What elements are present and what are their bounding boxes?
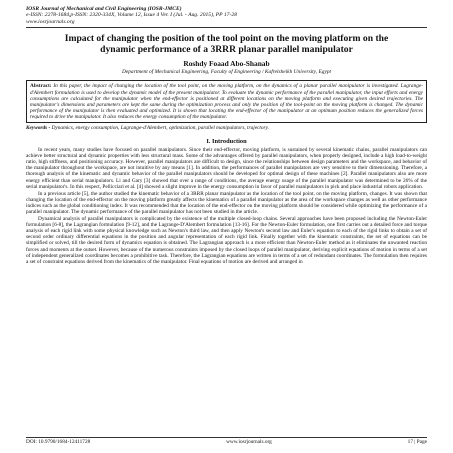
keywords — [26, 125, 427, 131]
journal-website: www.iosrjournals.org — [26, 18, 75, 25]
footer-website: www.iosrjournals.org — [226, 439, 272, 445]
keywords-label: Keywords - — [26, 124, 51, 131]
footer-page-number: 17 | Page — [407, 439, 427, 445]
abstract-box — [26, 80, 427, 123]
footer-doi: DOI: 10.9790/1684-12411728 — [26, 439, 91, 445]
abstract-text: In this paper, the impact of changing the location of the tool point, on the moving platform, on the dynamics of a planar parallel manipulator is investigated. Lagrange-d'Alembert formulation is used to develop the dynamic model of the present manipulator. To evaluate the dynamic performance of the parallel manipulator, the input efforts and energy consumptions are calculated for the manipulator when the end-effector is positioned at different locations on the moving platform and executing given desired trajectories. The manipulator's dimensions and parameters are kept the same during the optimization process and only the position of the tool-point on the moving platform is changed. The dynamic performance of the manipulator is then evaluated and optimized. It is shown that locating the end-effector of the manipulator at an optimum position reduces the generalized forces required to drive the manipulator. It also reduces the energy consumption of the manipulator. — [30, 83, 423, 120]
journal-header — [26, 6, 427, 25]
issn-line: e-ISSN: 2278-1684,p-ISSN: 2320-334X, Volume 12, Issue 4 Ver. I (Jul. - Aug. 2015), PP 17-28 — [26, 12, 237, 19]
body-paragraph: Dynamical analysis of parallel manipulators is complicated by the existence of the multiple closed-loop chains. Several approaches have been proposed including the Newton-Euler formulation [6-8], the Lagrangian formulation [9-12], and the Lagrange-D'Alembert formulation [13-16]. For the Newton-Euler formulation, one first carries out a detailed force and torque analysis of each rigid link with some physical knowledge such as Newton's third law, and then apply Newton's second law and Euler's equation to each of the rigid links to obtain a set of second order ordinary differential equations in the position and angular representation of each rigid link. Finally together with the kinematic constraints, the set of equations can be simplified or solved, till the desired form of dynamics equation is obtained. The Lagrangian approach is a more efficient than Newton-Euler method as it eliminates the unwanted reaction forces and moments at the outset. However, because of the numerous constraints imposed by the closed loops of parallel manipulator, deriving explicit equations of motion in terms of a set of independent generalized coordinates becomes a prohibitive task. Therefore, the Lagrangian equations are written in terms of a set of redundant coordinates. The formulation then requires a set of constraint equations derived from the kinematics of the manipulator. Final equations of motion are derived and arranged in — [26, 216, 427, 265]
body-paragraph: In recent years, many studies have focused on parallel manipulators. Since their end-effector, moving platform, is sustained by several kinematic chains, parallel manipulators can achieve better structural and dynamic properties with less structural mass. Some of the advantages offered by parallel manipulators, when properly designed, include a high load-to-weight ratio, high stiffness, and positioning accuracy. However, parallel manipulators are difficult to design, since the relationships between design parameters and the workspace, and behavior of the manipulator throughout the workspace, are not intuitive by any means [1]. In addition, the performances of parallel manipulators are very sensitive to their dimensioning. Therefore, a thorough analysis of the kinematic and dynamic behavior of the parallel manipulators should be developed for optimal design of these machines [2]. Parallel manipulators also are more energy efficient than serial manipulators. Li and Gary [3] showed that over a range of conditions, the average energy usage of the parallel manipulator was determined to be 26% of the serial manipulator's. In this respect, Pellicciari et al. [4] showed a slight improve in the energy consumption in favor of parallel manipulators in pick and place industrial robots application. — [26, 147, 427, 190]
keywords-text: Dynamics, energy consumption, Lagrange-d'Alembert, optimization, parallel manipulators, trajectory. — [51, 124, 269, 131]
section-heading: I. Introduction — [206, 138, 247, 146]
page-footer — [26, 437, 427, 445]
body-text — [26, 147, 427, 265]
journal-name: IOSR Journal of Mechanical and Civil Engineering (IOSR-JMCE) — [26, 6, 182, 12]
header-rule — [26, 27, 427, 28]
paper-title: Impact of changing the position of the tool point on the moving platform on the dynamic performance of a 3RRR planar parallel manipulator — [64, 33, 389, 55]
author-affiliation: Department of Mechanical Engineering, Faculty of Engineering / Kafrelsheikh University, Egypt — [121, 69, 332, 76]
body-paragraph: In a previous article [5], the author studied the kinematic behavior of a 3RRR planar manipulator as the location of the tool point, on the moving platform, changes. It was shown that changing the location of the end-effector on the moving platform greatly affects the kinematics of a parallel manipulator as the area of the workspace changes as well as other performance indices such as the global conditioning index. It was recommended that the location of the end-effector on the moving platform should be considered while optimizing the performance of a parallel manipulator. The dynamic performance of the parallel manipulator has not been studied in the article. — [26, 190, 427, 215]
abstract-label: Abstract: — [30, 83, 52, 90]
author-name: Roshdy Foaad Abo-Shanab — [183, 59, 270, 69]
